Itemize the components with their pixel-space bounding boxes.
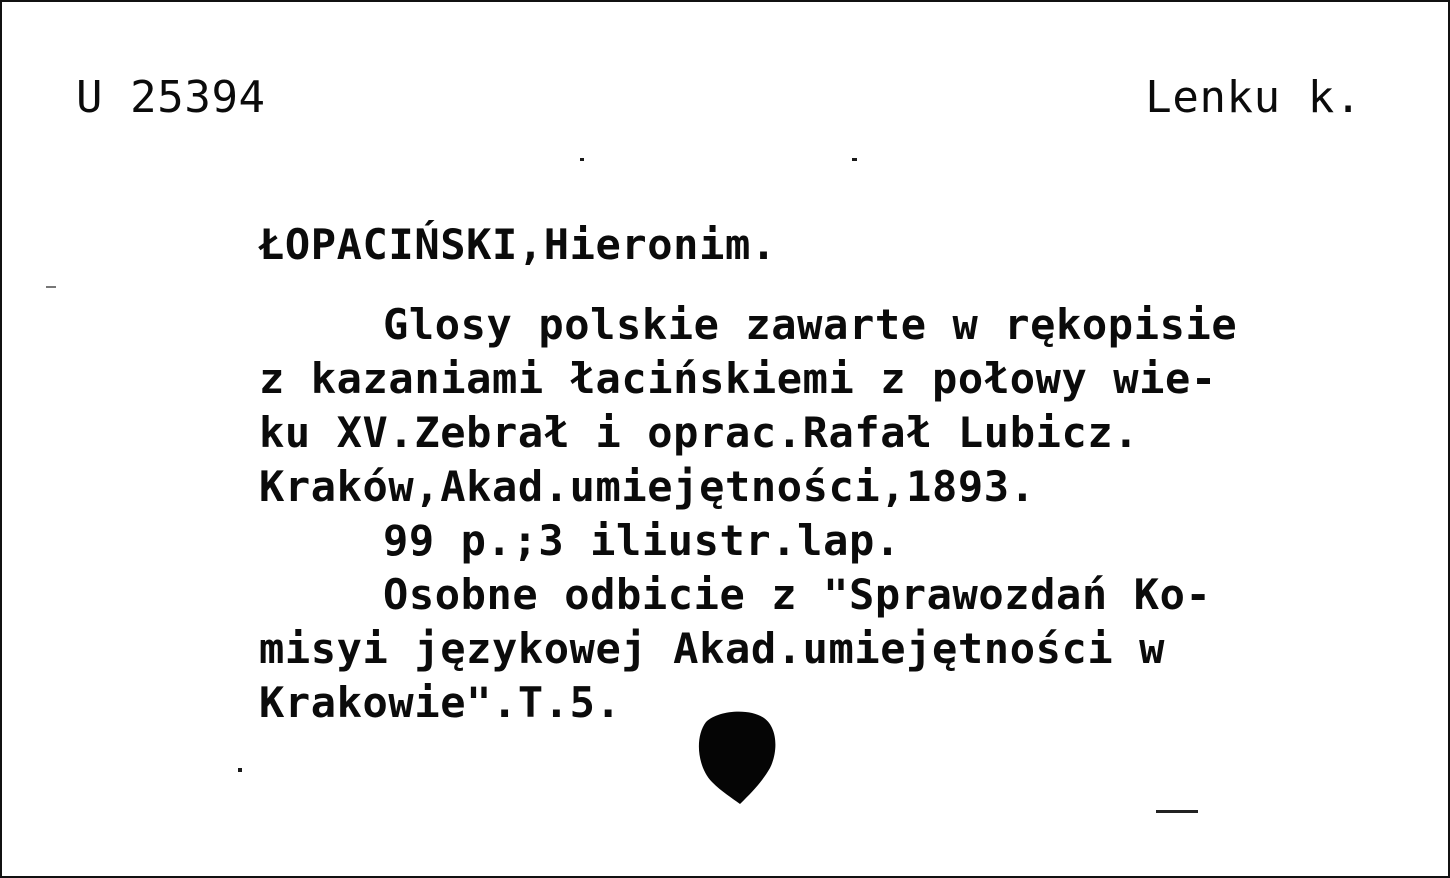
description-line: 99 p.;3 iliustr.lap. — [383, 516, 901, 565]
ink-speck — [580, 158, 584, 161]
description-line: Osobne odbicie z "Sprawozdań Ko- — [383, 570, 1212, 619]
description-line: Kraków,Akad.umiejętności,1893. — [259, 462, 1036, 511]
ink-speck — [238, 768, 242, 772]
author-heading: ŁOPACIŃSKI,Hieronim. — [259, 220, 777, 269]
ink-speck — [46, 286, 56, 288]
location-mark: Lenku k. — [1145, 72, 1362, 123]
description-line: misyi językowej Akad.umiejętności w — [259, 624, 1166, 673]
ink-blot — [692, 708, 782, 808]
description-line: ku XV.Zebrał i oprac.Rafał Lubicz. — [259, 408, 1140, 457]
description-block — [259, 298, 1237, 730]
description-line: Glosy polskie zawarte w rękopisie — [383, 300, 1238, 349]
description-line: z kazaniami łacińskiemi z połowy wie- — [259, 354, 1217, 403]
description-line: Krakowie".T.5. — [259, 678, 622, 727]
ink-dash — [1156, 810, 1198, 813]
call-number: U 25394 — [76, 72, 266, 123]
ink-speck — [852, 158, 857, 161]
